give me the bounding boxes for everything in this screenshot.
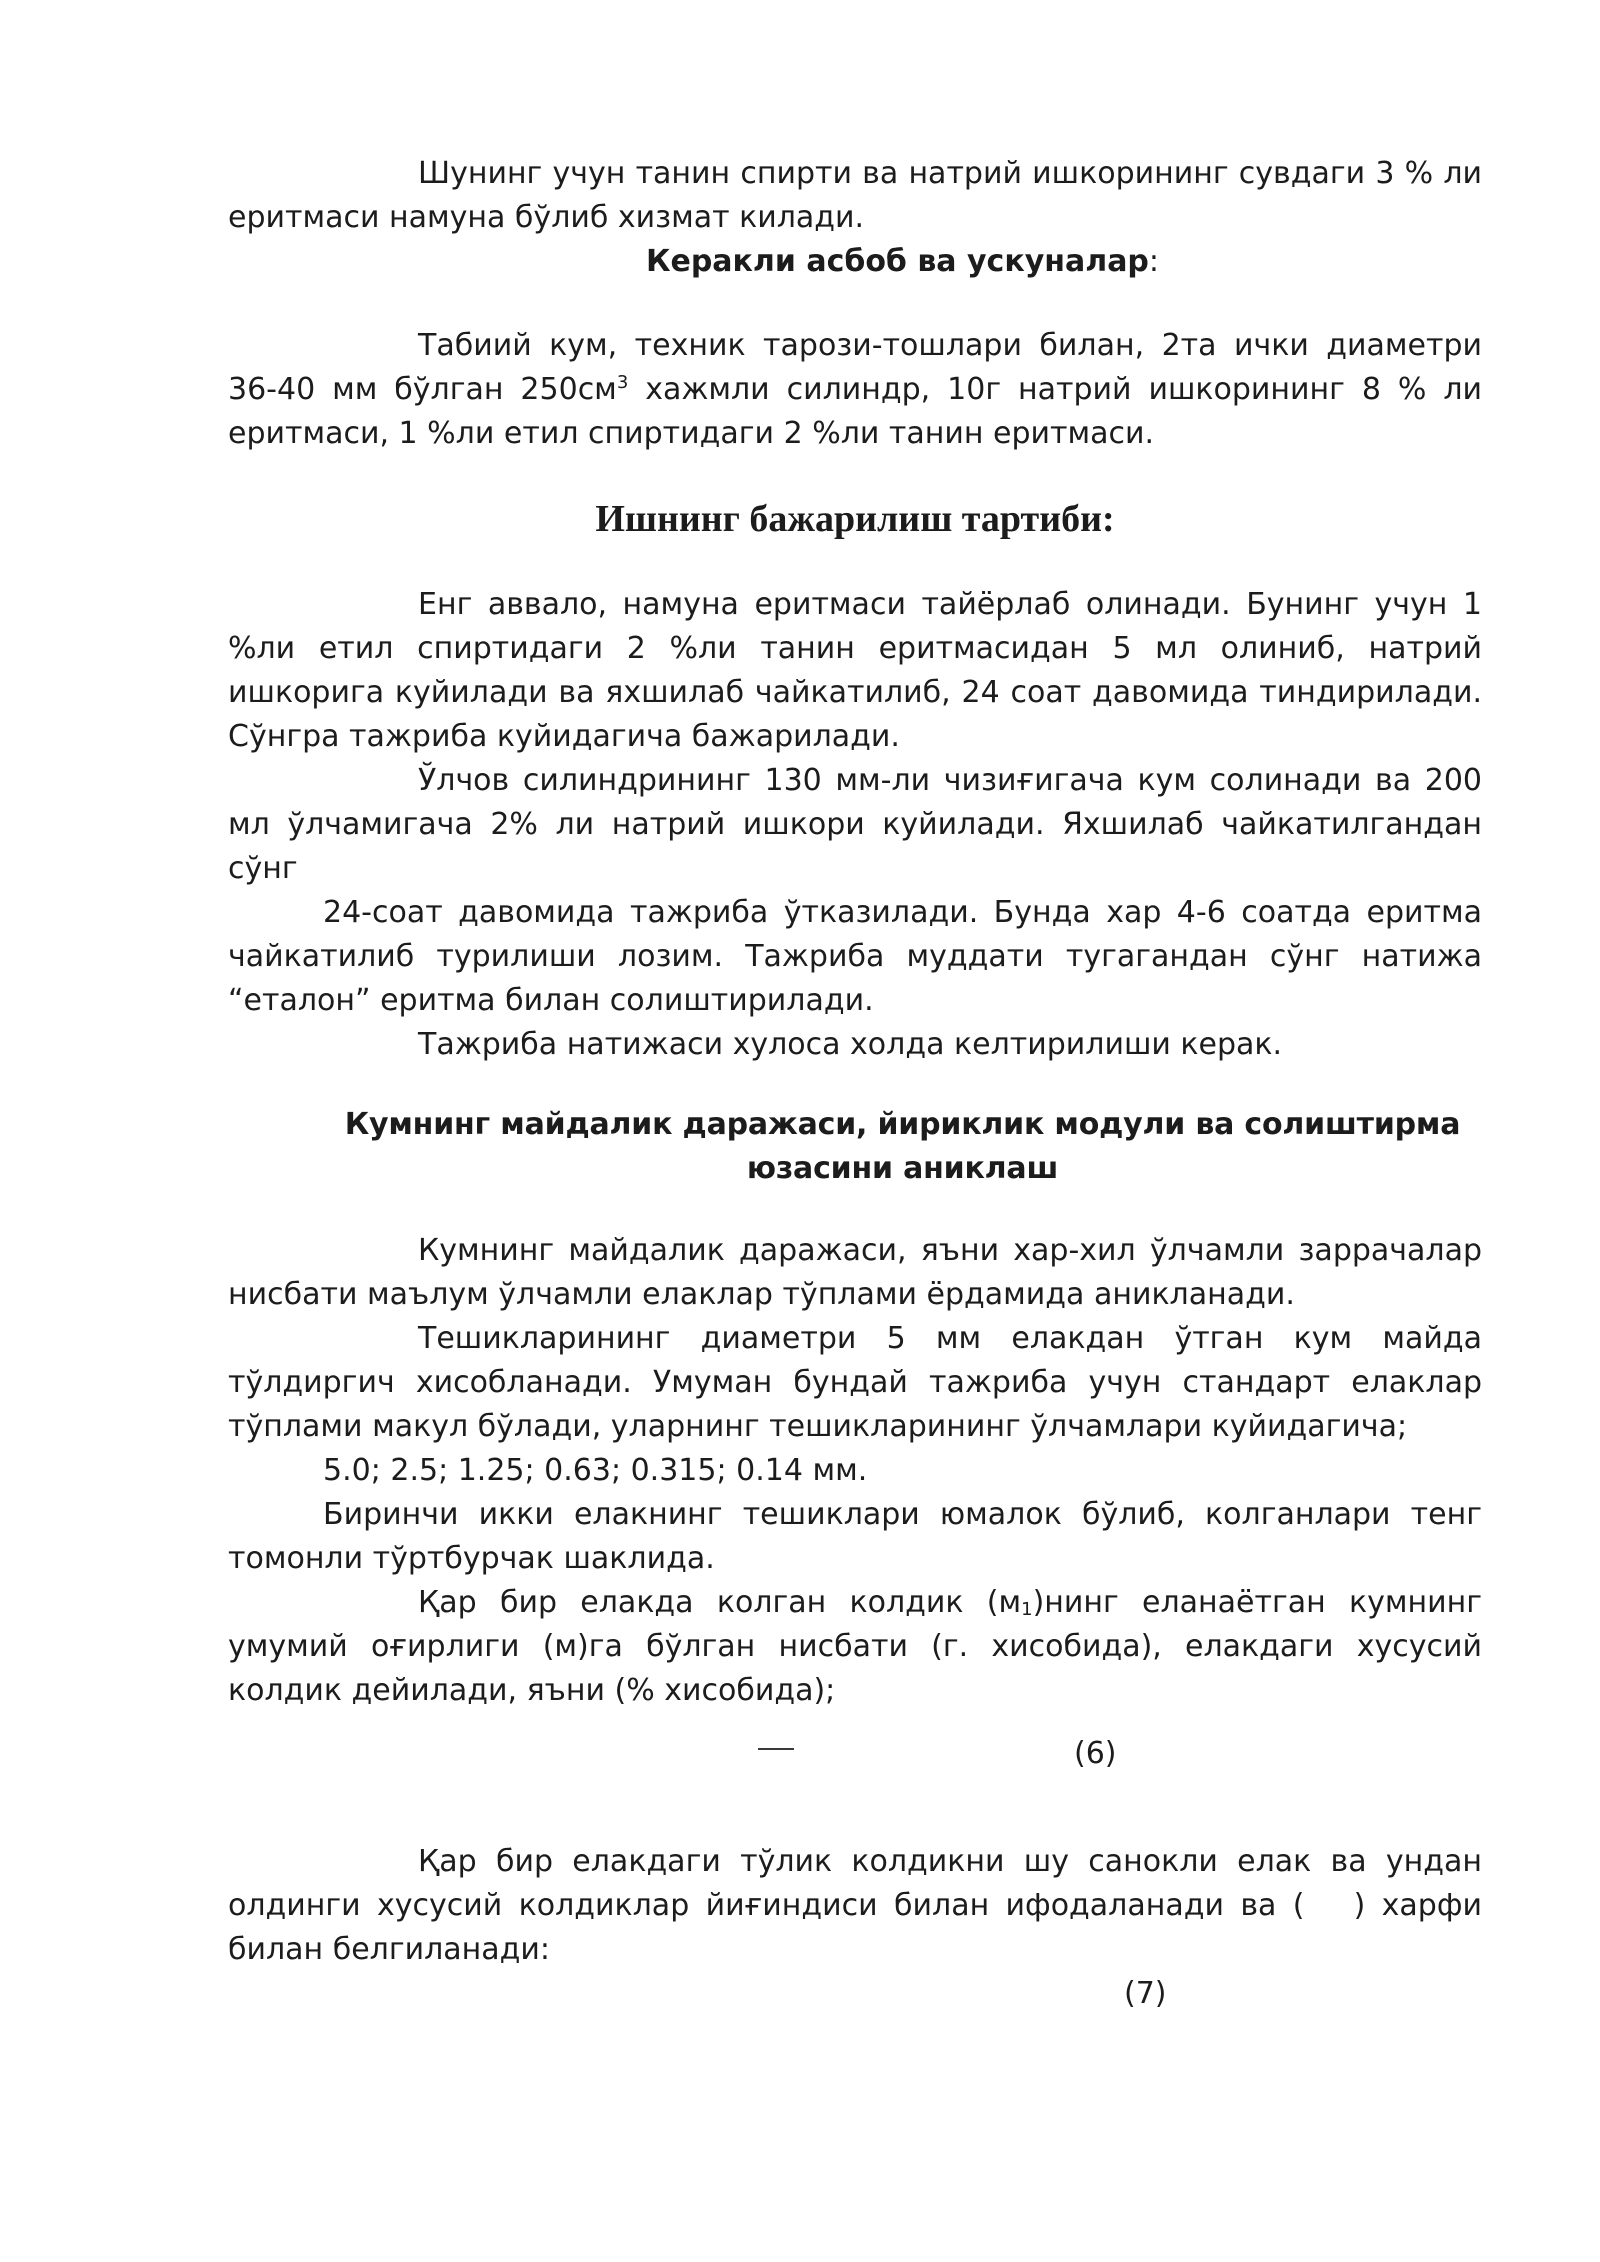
section-paragraph-2: Тешикларининг диаметри 5 мм елакдан ўтган кум майда тўлдиргич хисобланади. Умуман бундай тажриба учун стандарт елаклар тўплами макул бўлади, уларнинг тешикларининг ўлчамлари куйидагича;: [228, 1321, 1482, 1444]
equipment-text-start: Табиий кум, техник тарози-тошлари билан, 2та ички диаметри 36-40 мм бўлган 250см: [228, 328, 1482, 407]
equipment-heading: [228, 240, 1482, 284]
procedure-paragraph-4: Тажриба натижаси хулоса холда келтирилиши керак.: [418, 1027, 1283, 1062]
residue-paragraph: [228, 1581, 1482, 1713]
procedure-paragraph-2: Ўлчов силиндрининг 130 мм-ли чизиғигача кум солинади ва 200 мл ўлчамигача 2% ли натрий ишкори куйилади. Яхшилаб чайкатилгандан сўнг: [228, 763, 1482, 886]
procedure-heading: Ишнинг бажарилиш тартиби:: [595, 498, 1115, 540]
residue-text-start: Қар бир елакда колган колдик (м: [418, 1585, 1022, 1620]
fraction-bar: [758, 1748, 794, 1750]
section-heading: Кумнинг майдалик даражаси, йириклик модули ва солиштирма юзасини аниклаш: [344, 1107, 1461, 1186]
equipment-heading-title: Керакли асбоб ва ускуналар: [645, 244, 1149, 279]
procedure-paragraph-1: Енг аввало, намуна еритмаси тайёрлаб олинади. Бунинг учун 1 %ли етил спиртидаги 2 %ли танин еритмасидан 5 мл олиниб, натрий ишкорига куйилади ва яхшилаб чайкатилиб, 24 соат давомида тиндирилади. Сўнгра тажриба куйидагича бажарилади.: [228, 587, 1482, 754]
equation-number-6: (6): [1074, 1736, 1117, 1771]
equipment-text-end: хажмли силиндр, 10г натрий ишкорининг 8 % ли еритмаси, 1 %ли етил спиртидаги 2 %ли танин еритмаси.: [228, 372, 1482, 451]
mass-subscript: 1: [1021, 1599, 1033, 1620]
equation-7: [228, 1972, 1482, 2016]
sieve-sizes-line: 5.0; 2.5; 1.25; 0.63; 0.315; 0.14 мм.: [323, 1453, 868, 1488]
volume-unit-superscript: 3: [616, 372, 629, 393]
procedure-paragraph-3: 24-соат давомида тажриба ўтказилади. Бунда хар 4-6 соатда еритма чайкатилиб турилиши лозим. Тажриба муддати тугагандан сўнг натижа “еталон” еритма билан солиштирилади.: [228, 895, 1482, 1018]
page-content: [228, 152, 1482, 2016]
section-paragraph-1: Кумнинг майдалик даражаси, яъни хар-хил ўлчамли заррачалар нисбати маълум ўлчамли елаклар тўплами ёрдамида аникланади.: [228, 1233, 1482, 1312]
equation-6: [228, 1732, 1482, 1776]
cumulative-paragraph: Қар бир елакдаги тўлик колдикни шу санокли елак ва ундан олдинги хусусий колдиклар йиғиндиси билан ифодаланади ва ( ) харфи билан белгиланади:: [228, 1844, 1482, 1967]
equation-number-7: (7): [1124, 1976, 1167, 2011]
section-paragraph-4: Биринчи икки елакнинг тешиклари юмалок бўлиб, колганлари тенг томонли тўртбурчак шаклида.: [228, 1497, 1482, 1576]
equipment-paragraph: [228, 324, 1482, 456]
equipment-heading-colon: :: [1148, 244, 1160, 279]
residue-text-end: )нинг еланаётган кумнинг умумий оғирлиги (м)га бўлган нисбати (г. хисобида), елакдаги хусусий колдик дейилади, яъни (% хисобида);: [228, 1585, 1483, 1708]
intro-paragraph: Шунинг учун танин спирти ва натрий ишкорининг сувдаги 3 % ли еритмаси намуна бўлиб хизмат килади.: [228, 156, 1482, 235]
